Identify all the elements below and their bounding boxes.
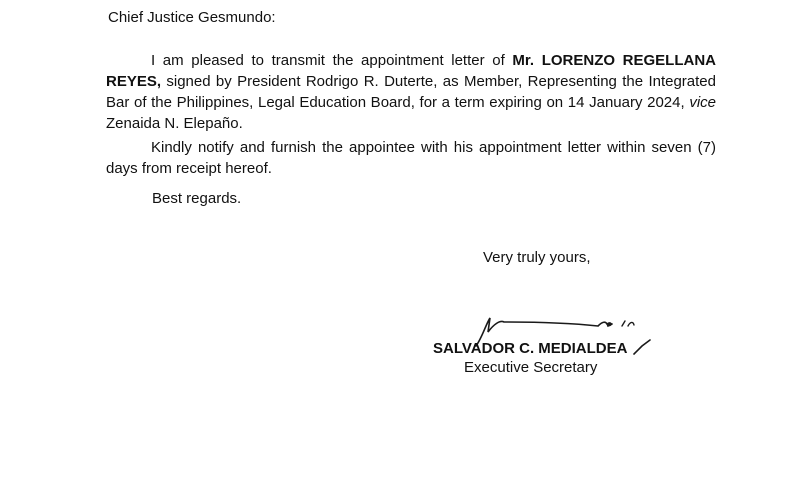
signature-stroke-tail <box>622 321 634 326</box>
notify-text: Kindly notify and furnish the appointee with his appointment letter within seven (7) days from receipt hereof. <box>106 139 716 177</box>
signer-title: Executive Secretary <box>464 359 598 376</box>
appointee-name: Mr. LORENZO REGELLANA REYES, <box>106 52 716 90</box>
signer-name: SALVADOR C. MEDIALDEA <box>433 340 628 357</box>
best-regards: Best regards. <box>152 190 242 207</box>
transmittal-paragraph <box>106 50 716 134</box>
transmittal-lead: I am pleased to transmit the appointment letter of <box>151 52 513 69</box>
notify-paragraph <box>106 137 716 179</box>
salutation: Chief Justice Gesmundo: <box>108 9 276 26</box>
transmittal-tail: Zenaida N. Elepaño. <box>106 115 243 132</box>
valediction: Very truly yours, <box>483 249 591 266</box>
vice-word: vice <box>689 94 716 111</box>
signature-stroke-flourish <box>634 340 650 354</box>
transmittal-middle: signed by President Rodrigo R. Duterte, as Member, Representing the Integrated Bar of the Philippines, Legal Education Board, for a term expiring on 14 January 2024, <box>106 73 716 111</box>
